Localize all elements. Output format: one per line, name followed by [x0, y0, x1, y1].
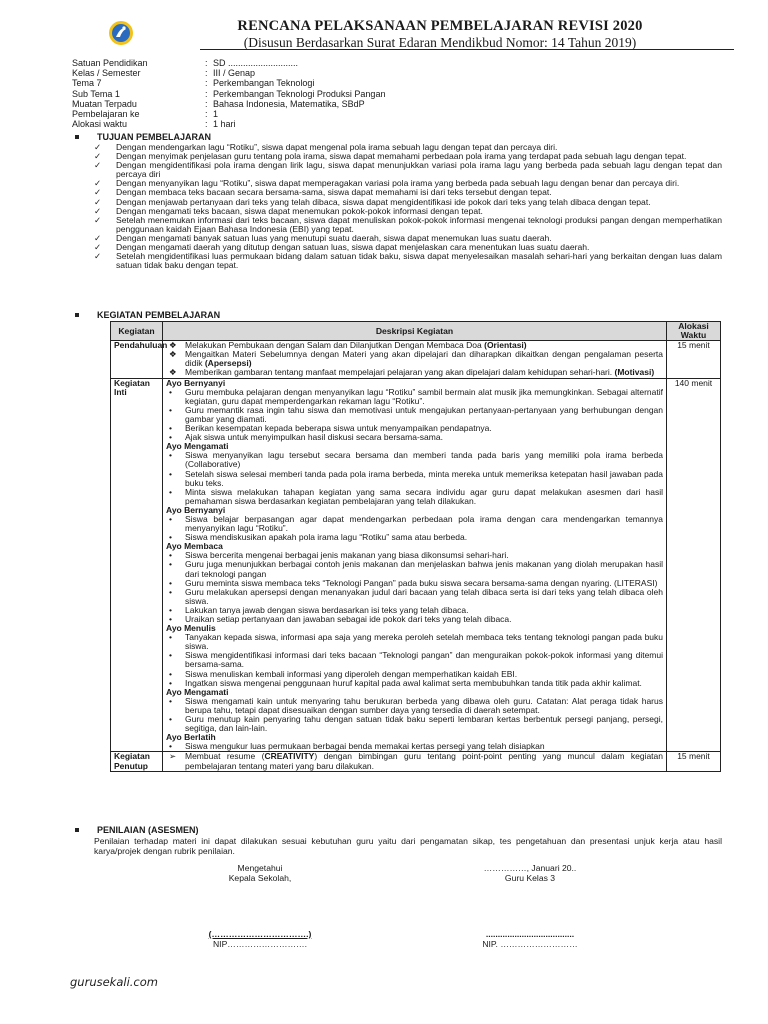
signature-right-name: ..................................... NIP. ……………………… [482, 929, 578, 949]
list-item: ✓ Dengan menjawab pertanyaan dari teks yang telah dibaca, siswa dapat mengidentifikasi ide pokok dari teks yang telah dibaca dengan tepat. [94, 196, 651, 207]
diamond-bullet-icon: ❖ [169, 367, 177, 378]
bullet-icon: • [169, 432, 172, 443]
bullet-icon: • [169, 577, 172, 588]
table-row-inti [111, 378, 721, 752]
deskripsi-cell [163, 341, 667, 378]
bullet-icon: • [169, 677, 172, 688]
bullet-icon: • [169, 614, 172, 624]
list-item: • Guru menutup kain penyaring tahu dengan satuan tidak baku seperti lembaran kertas berbentuk persegi panjang, persegi, segitiga, dan lain-lain. [169, 714, 663, 734]
list-item: ✓ Dengan mendengarkan lagu “Rotiku”, siswa dapat mengenal pola irama sebuah lagu dengan tepat dan percaya diri. [94, 142, 558, 152]
list-item: • Ajak siswa untuk menyimpulkan hasil diskusi secara bersama-sama. [169, 432, 443, 443]
list-item: • Tanyakan kepada siswa, informasi apa saja yang mereka peroleh setelah membaca teks tentang teknologi pangan pada buku siswa. [169, 632, 663, 652]
bullet-icon: • [169, 650, 172, 661]
list-item: • Guru melakukan apersepsi dengan menanyakan judul dari bacaan yang telah dibaca serta isi dari teks yang telah dibaca oleh siswa. [169, 586, 663, 606]
list-item: • Uraikan setiap pertanyaan dan jawaban sebagai ide pokok dari teks yang telah dibaca. [169, 614, 512, 624]
list-item: • Siswa bercerita mengenai berbagai jenis makanan yang biasa dikonsumsi sehari-hari. [169, 550, 509, 561]
list-item: • Guru meminta siswa membaca teks “Teknologi Pangan” pada buku siswa secara bersama-sama dengan nyaring. (LITERASI) [169, 577, 658, 588]
bullet-icon: • [169, 632, 172, 643]
bullet-icon: • [169, 714, 172, 725]
document-subtitle: (Disusun Berdasarkan Surat Edaran Mendikbud Nomor: 14 Tahun 2019) [243, 35, 637, 50]
alokasi-cell: 140 menit [667, 378, 721, 752]
deskripsi-cell [163, 378, 667, 752]
list-item: • Siswa menyanyikan lagu tersebut secara bersama dan memberi tanda pada baris yang memiliki pola irama berbeda (Collaborative) [169, 450, 663, 470]
table-header-row [111, 322, 721, 341]
checkmark-icon: ✓ [94, 232, 102, 243]
square-bullet-icon [75, 313, 79, 317]
group-title: Ayo Berlatih [166, 732, 216, 743]
bullet-icon: • [169, 386, 172, 397]
identity-row: Pembelajaran ke : 1 [72, 109, 219, 120]
signature-left: Mengetahui Kepala Sekolah, [228, 863, 292, 883]
list-item: ✓ Dengan mengamati teks bacaan, siswa dapat menemukan pokok-pokok informasi dengan tepat. [94, 205, 483, 216]
deskripsi-cell [163, 752, 667, 771]
list-item: ✓ Dengan membaca teks bacaan secara bersama-sama, siswa dapat memahami isi dari teks tersebut dengan tepat. [94, 187, 552, 198]
objectives-heading: TUJUAN PEMBELAJARAN [75, 132, 211, 142]
signature-right: ……………, Januari 20.. Guru Kelas 3 [483, 863, 577, 883]
table-row-pendahuluan [111, 341, 721, 378]
list-item: ✓ Dengan mengamati banyak satuan luas yang menutupi suatu daerah, siswa dapat menemukan luas suatu daerah. [94, 232, 552, 243]
bullet-icon: • [169, 513, 172, 524]
list-item: ✓ Dengan mengidentifikasi pola irama dengan lirik lagu, siswa dapat menunjukkan variasi pola irama lagu yang berbeda pada sebuah lagu dengan tepat dan percaya diri [94, 160, 722, 180]
footer-watermark: gurusekali.com [70, 975, 158, 989]
list-item: • Lakukan tanya jawab dengan siswa berdasarkan isi teks yang telah dibaca. [169, 604, 469, 615]
identity-row: Sub Tema 1 : Perkembangan Teknologi Produksi Pangan [72, 88, 386, 99]
identity-row: Muatan Terpadu : Bahasa Indonesia, Matematika, SBdP [72, 98, 365, 109]
list-item: • Minta siswa melakukan tahapan kegiatan yang sama secara individu agar guru dapat melakukan asesmen dari hasil pemahaman siswa berdasarkan kegiatan pembelajaran yang telah dilakukan. [169, 486, 663, 506]
list-item: • Ingatkan siswa mengenai penggunaan huruf kapital pada awal kalimat serta membubuhkan tanda titik pada akhir kalimat. [169, 677, 642, 688]
activities-heading: KEGIATAN PEMBELAJARAN [75, 310, 220, 320]
identity-row: Tema 7 : Perkembangan Teknologi [72, 78, 315, 89]
checkmark-icon: ✓ [94, 214, 102, 225]
identity-block [72, 58, 385, 129]
bullet-icon: • [169, 468, 172, 479]
objectives-list [94, 143, 722, 270]
bullet-icon: • [169, 559, 172, 570]
diamond-bullet-icon: ❖ [169, 349, 177, 360]
bullet-icon: • [169, 450, 172, 461]
bullet-icon: • [169, 550, 172, 561]
bullet-icon: • [169, 695, 172, 706]
checkmark-icon: ✓ [94, 151, 102, 162]
checkmark-icon: ✓ [94, 196, 102, 207]
list-item: ✓ Dengan menyanyikan lagu “Rotiku”, siswa dapat memperagakan variasi pola irama yang berbeda pada sebuah lagu dengan benar dan percaya diri. [94, 178, 680, 189]
list-item: • Siswa mengukur luas permukaan berbagai benda memakai kertas persegi yang telah disiapkan [169, 741, 545, 752]
checkmark-icon: ✓ [94, 205, 102, 216]
bullet-icon: • [169, 741, 172, 752]
bullet-icon: • [169, 586, 172, 597]
list-item: • Siswa belajar berpasangan agar dapat mendengarkan perbedaan pola irama dengan cara mendengarkan temannya menyanyikan lagu “Rotiku”. [169, 513, 663, 534]
checkmark-icon: ✓ [94, 187, 102, 198]
list-item: • Setelah siswa selesai memberi tanda pada pola irama berbeda, minta mereka untuk memeriksa ketepatan hasil jawaban pada buku teks. [169, 468, 663, 488]
list-item: ✓ Dengan menyimak penjelasan guru tentang pola irama, siswa dapat memahami perbedaan pola irama yang terdapat pada sebuah lagu dengan tepat. [94, 151, 687, 162]
bullet-icon: • [169, 604, 172, 615]
assessment-heading: PENILAIAN (ASESMEN) [75, 825, 199, 835]
kegiatan-cell: Pendahuluan [111, 341, 163, 378]
col-alokasi-header: Alokasi Waktu [667, 322, 721, 341]
square-bullet-icon [75, 828, 79, 832]
checkmark-icon: ✓ [94, 160, 102, 171]
checkmark-icon: ✓ [94, 178, 102, 189]
list-item: • Siswa mengamati kain untuk menyaring tahu berukuran berbeda yang dibawa oleh guru. Catatan: Alat peraga tidak harus berupa tahu, tetapi dapat disesuaikan dengan sumber daya yang tersedia di daerah setempat. [169, 695, 663, 715]
bullet-icon: • [169, 532, 172, 543]
col-kegiatan-header: Kegiatan [111, 322, 163, 341]
checkmark-icon: ✓ [94, 242, 102, 253]
group-title: Ayo Menulis [166, 623, 216, 634]
diamond-bullet-icon: ❖ [169, 340, 177, 351]
bullet-icon: • [169, 404, 172, 415]
alokasi-cell: 15 menit [667, 752, 721, 771]
bullet-icon: • [169, 423, 172, 434]
header-divider [200, 49, 734, 50]
identity-row: Kelas / Semester : III / Genap [72, 68, 256, 79]
list-item: • Siswa mengidentifikasi informasi dari teks bacaan “Teknologi pangan” dan menguraikan pokok-pokok informasi yang ditemui bersama-sama. [169, 650, 663, 670]
document-title: RENCANA PELAKSANAAN PEMBELAJARAN REVISI 2020 [237, 18, 643, 34]
table-row-penutup [111, 752, 721, 771]
bullet-icon: • [169, 668, 172, 679]
assessment-text: Penilaian terhadap materi ini dapat dilakukan sesuai kebutuhan guru yaitu dari pengamatan sikap, tes pengetahuan dan presentasi unjuk kerja atau hasil karya/projek dengan rubrik penilaian. [94, 836, 722, 856]
identity-row: Alokasi waktu : 1 hari [72, 119, 236, 130]
group-title: Ayo Mengamati [166, 686, 229, 697]
signature-left-name: (…………………………….) NIP………………………. [208, 929, 312, 949]
checkmark-icon: ✓ [94, 251, 102, 262]
document-header [200, 18, 680, 50]
identity-row: Satuan Pendidikan : SD ............................ [72, 58, 299, 68]
list-item: • Guru membuka pelajaran dengan menyanyikan lagu “Rotiku” sambil bermain alat musik jika memungkinkan. Sebagai alternatif kegiatan, guru dapat memperdengarkan rekaman lagu “Rotiku”. [169, 386, 663, 406]
list-item: ✓ Setelah menemukan informasi dari teks bacaan, siswa dapat menuliskan pokok-pokok informasi mengenai teknologi produksi pangan dengan memperhatikan penggunaan kaidah Ejaan Bahasa Indonesia (EBI) yang tepat. [94, 214, 722, 234]
school-logo-icon [108, 20, 134, 46]
checkmark-icon: ✓ [94, 142, 102, 152]
alokasi-cell: 15 menit [667, 341, 721, 378]
list-item: ➢ Membuat resume (CREATIVITY) dengan bimbingan guru tentang point-point penting yang muncul dalam kegiatan pembelajaran tentang materi yang baru dilakukan. [169, 751, 663, 771]
group-title: Ayo Mengamati [166, 441, 229, 452]
square-bullet-icon [75, 135, 79, 139]
kegiatan-cell: Kegiatan Penutup [111, 752, 163, 771]
list-item: ❖ Memberikan gambaran tentang manfaat mempelajari pelajaran yang akan dipelajari dalam kehidupan sehari-hari. (Motivasi) [169, 367, 655, 378]
kegiatan-cell: Kegiatan Inti [111, 378, 163, 752]
list-item: ✓ Setelah mengidentifikasi luas permukaan bidang dalam satuan tidak baku, siswa dapat menyelesaikan masalah sehari-hari yang berkaitan dengan luas dalam satuan tidak baku dengan tepat. [94, 251, 722, 271]
list-item: ❖ Melakukan Pembukaan dengan Salam dan Dilanjutkan Dengan Membaca Doa (Orientasi) [169, 340, 527, 351]
activities-table [110, 321, 721, 772]
list-item: • Berikan kesempatan kepada beberapa siswa untuk menyampaikan pendapatnya. [169, 423, 492, 434]
list-item: • Siswa mendiskusikan apakah pola irama lagu “Rotiku” sama atau berbeda. [169, 532, 468, 543]
arrow-bullet-icon: ➢ [169, 751, 177, 762]
group-title: Ayo Bernyanyi [166, 504, 226, 515]
list-item: • Siswa menuliskan kembali informasi yang diperoleh dengan memperhatikan kaidah EBI. [169, 668, 518, 679]
col-deskripsi-header: Deskripsi Kegiatan [163, 322, 667, 341]
list-item: • Guru memantik rasa ingin tahu siswa dan memotivasi untuk mengajukan pertanyaan-pertanyaan yang berhubungan dengan gambar yang diamati. [169, 404, 663, 424]
list-item: ✓ Dengan mengamati daerah yang ditutup dengan satuan luas, siswa dapat menjelaskan cara menentukan luas suatu daerah. [94, 242, 590, 253]
group-title: Ayo Membaca [166, 541, 223, 552]
list-item: • Guru juga menunjukkan berbagai contoh jenis makanan dan menjelaskan bahwa jenis makanan yang diolah merupakan hasil dari teknologi pangan [169, 559, 663, 579]
bullet-icon: • [169, 486, 172, 497]
list-item: ❖ Mengaitkan Materi Sebelumnya dengan Materi yang akan dipelajari dan diharapkan dikaitkan dengan pengalaman peserta didik (Apersepsi) [169, 349, 663, 369]
group-title: Ayo Bernyanyi [166, 377, 226, 388]
